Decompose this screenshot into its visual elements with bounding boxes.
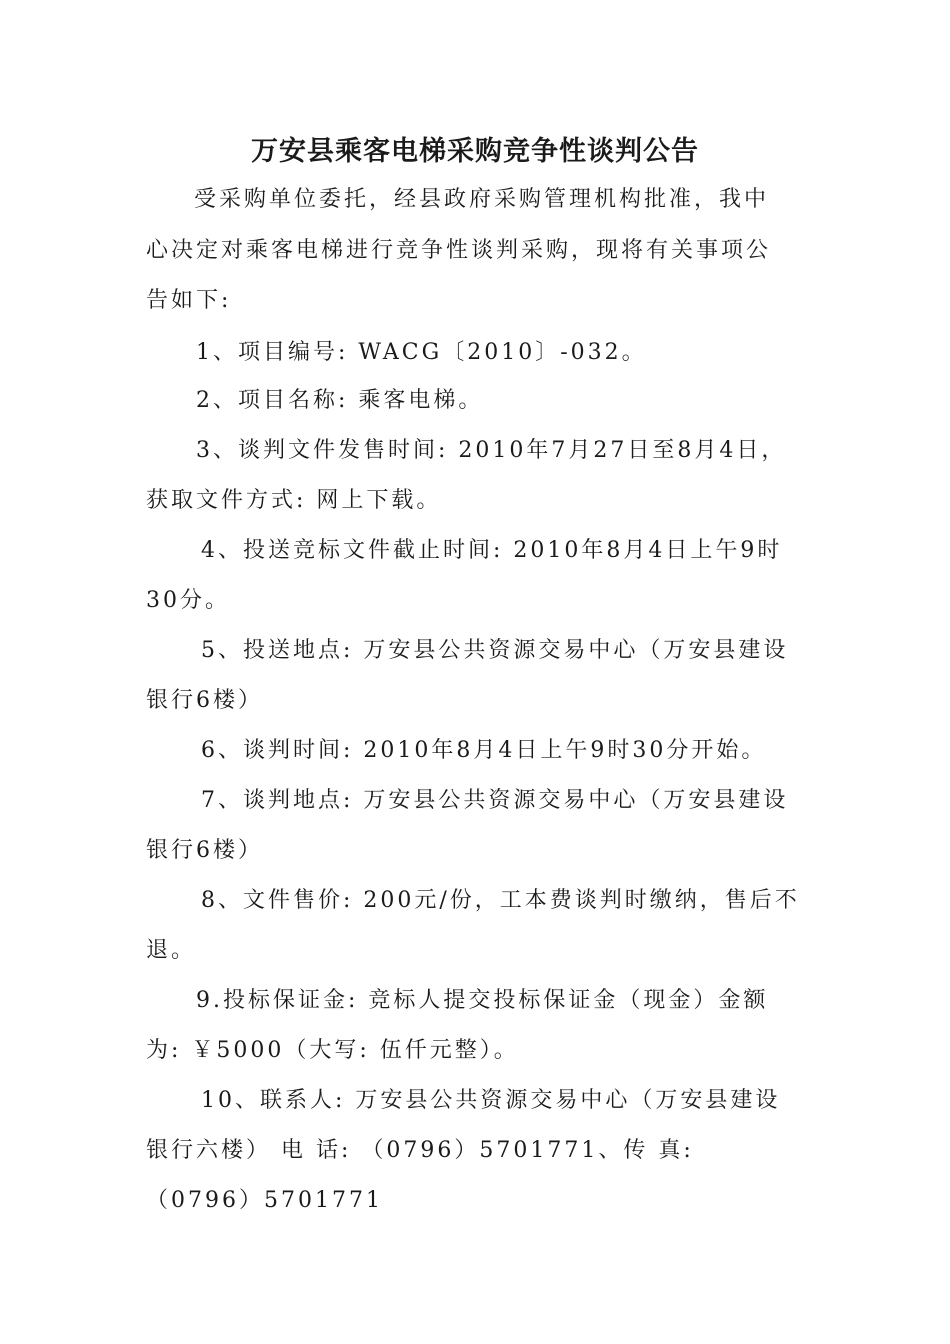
item-negotiation-time: 6、谈判时间: 2010年8月4日上午9时30分开始。 xyxy=(201,738,767,763)
paragraph-intro-line-3: 告如下: xyxy=(146,288,232,313)
item-sale-time-line-1: 3、谈判文件发售时间: 2010年7月27日至8月4日， xyxy=(196,438,787,463)
item-project-number: 1、项目编号: WACG〔2010〕-032。 xyxy=(196,340,647,365)
item-bid-bond-line-1: 9.投标保证金: 竞标人提交投标保证金（现金）金额 xyxy=(196,988,769,1013)
item-document-price-line-2: 退。 xyxy=(146,938,197,963)
item-bid-bond-line-2: 为: ￥5000（大写: 伍仟元整）。 xyxy=(146,1038,519,1063)
document-title: 万安县乘客电梯采购竞争性谈判公告 xyxy=(251,136,699,167)
item-contact-line-2: 银行六楼） 电 话: （0796）5701771、传 真: xyxy=(146,1138,694,1163)
item-project-name: 2、项目名称: 乘客电梯。 xyxy=(196,388,484,413)
item-sale-time-line-2: 获取文件方式: 网上下载。 xyxy=(146,488,442,513)
item-submission-place-line-2: 银行6楼） xyxy=(146,688,263,713)
item-deadline-line-2: 30分。 xyxy=(146,588,230,613)
item-document-price-line-1: 8、文件售价: 200元/份，工本费谈判时缴纳，售后不 xyxy=(201,888,800,913)
item-deadline-line-1: 4、投送竞标文件截止时间: 2010年8月4日上午9时 xyxy=(201,538,783,563)
paragraph-intro-line-1: 受采购单位委托，经县政府采购管理机构批准，我中 xyxy=(194,187,770,212)
item-negotiation-place-line-1: 7、谈判地点: 万安县公共资源交易中心（万安县建设 xyxy=(201,788,789,813)
item-contact-line-1: 10、联系人: 万安县公共资源交易中心（万安县建设 xyxy=(201,1088,781,1113)
item-negotiation-place-line-2: 银行6楼） xyxy=(146,838,263,863)
paragraph-intro-line-2: 心决定对乘客电梯进行竞争性谈判采购，现将有关事项公 xyxy=(146,238,772,263)
item-contact-line-3: （0796）5701771 xyxy=(146,1188,383,1213)
item-submission-place-line-1: 5、投送地点: 万安县公共资源交易中心（万安县建设 xyxy=(201,638,789,663)
